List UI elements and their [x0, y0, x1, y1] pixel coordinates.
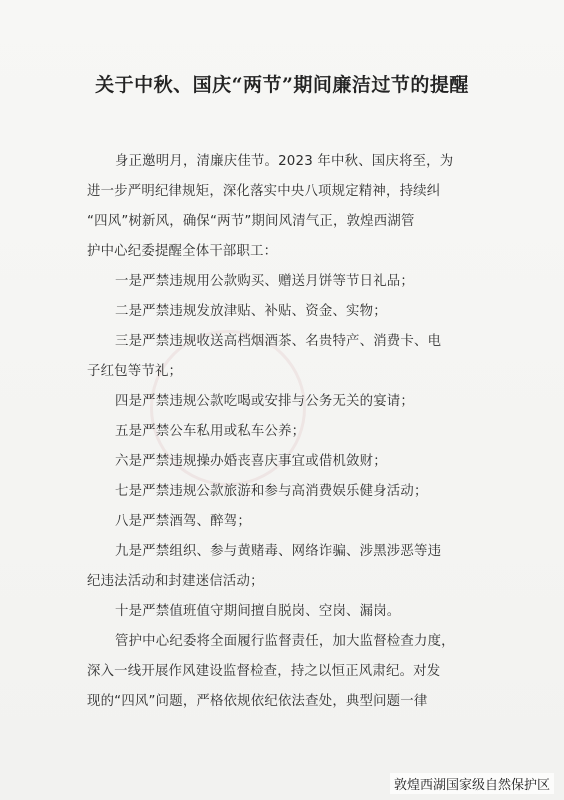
source-watermark: 敦煌西湖国家级自然保护区	[390, 773, 554, 794]
paragraph-line: 护中心纪委提醒全体干部职工：	[87, 244, 278, 259]
paragraph-line: 三是严禁违规收送高档烟酒茶、名贵特产、消费卡、电	[115, 334, 442, 349]
paragraph-line: 六是严禁违规操办婚丧喜庆事宜或借机敛财；	[115, 454, 387, 469]
paragraph-line: 管护中心纪委将全面履行监督责任，加大监督检查力度，	[115, 634, 455, 649]
paragraph-line: 进一步严明纪律规矩，深化落实中央八项规定精神，持续纠	[87, 184, 441, 199]
document-title: 关于中秋、国庆“两节”期间廉洁过节的提醒	[95, 74, 469, 96]
paragraph-line: 子红包等节礼；	[87, 364, 183, 379]
paragraph-line: 现的“四风”问题，严格依规依纪依法查处，典型问题一律	[87, 694, 428, 709]
paragraph-line: 二是严禁违规发放津贴、补贴、资金、实物；	[115, 304, 387, 319]
paragraph-line: 一是严禁违规用公款购买、赠送月饼等节日礼品；	[115, 274, 414, 289]
paragraph-line: 八是严禁酒驾、醉驾；	[115, 514, 251, 529]
paragraph-line: 身正邀明月，清廉庆佳节。2023 年中秋、国庆将至，为	[115, 154, 454, 169]
paragraph-line: 七是严禁违规公款旅游和参与高消费娱乐健身活动；	[115, 484, 428, 499]
paragraph-line: 四是严禁违规公款吃喝或安排与公务无关的宴请；	[115, 394, 414, 409]
paragraph-line: “四风”树新风，确保“两节”期间风清气正，敦煌西湖管	[87, 214, 415, 229]
paragraph-line: 九是严禁组织、参与黄赌毒、网络诈骗、涉黑涉恶等违	[115, 544, 442, 559]
paragraph-line: 十是严禁值班值守期间擅自脱岗、空岗、漏岗。	[115, 604, 401, 619]
paragraph-line: 深入一线开展作风建设监督检查，持之以恒正风肃纪。对发	[87, 664, 441, 679]
paragraph-line: 五是严禁公车私用或私车公养；	[115, 424, 306, 439]
paragraph-line: 纪违法活动和封建迷信活动；	[87, 574, 264, 589]
